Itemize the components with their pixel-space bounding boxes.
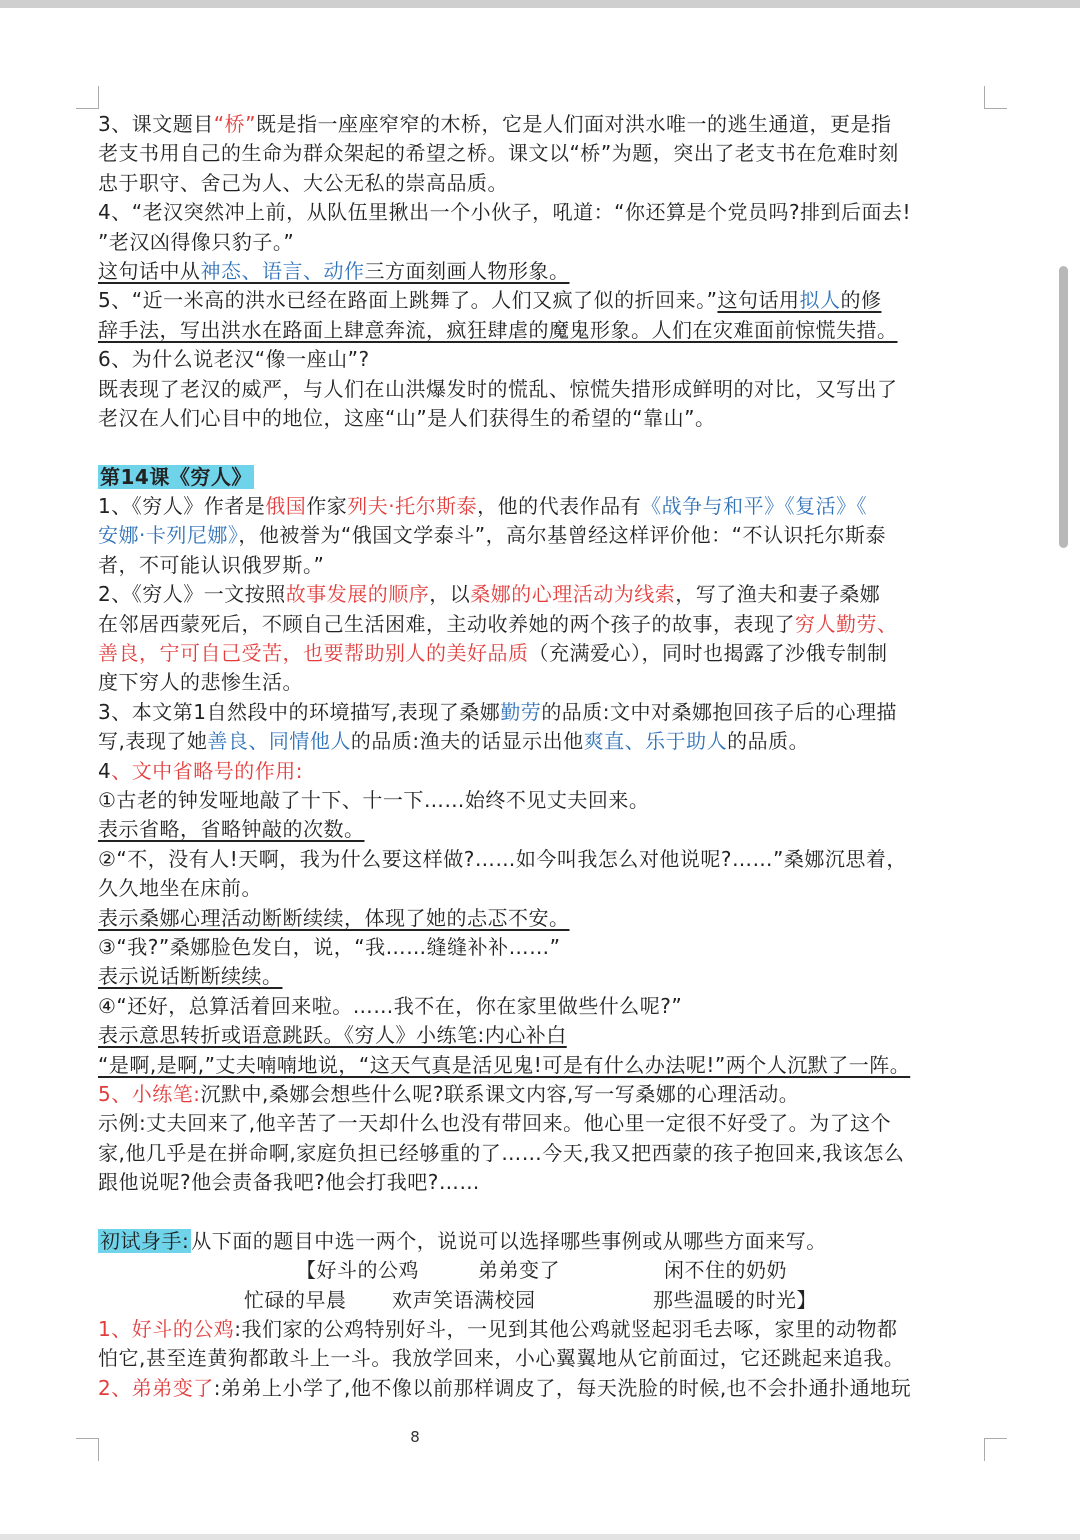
answer-underlined: 表示桑娜心理活动断断续续，体现了她的忐忑不安。 — [98, 905, 570, 930]
ellipsis-answer-3 — [98, 962, 988, 991]
bridge-item6-answer1: 既表现了老汉的威严，与人们在山洪爆发时的慌乱、惊慌失措形成鲜明的对比，又写出了 — [98, 376, 898, 401]
ellipsis-example-3: ③“我?”桑娜脸色发白，说，“我……缝缝补补……” — [98, 934, 561, 959]
key-term: 善良，宁可自己受苦，也要帮助别人的美好品质 — [98, 641, 529, 666]
topic-item: 闲不住的奶奶 — [664, 1258, 787, 1283]
poor-item3-line1 — [98, 698, 988, 727]
text: 3、本文第1自然段中的环境描写,表现了桑娜 — [98, 699, 501, 724]
bridge-item6-question: 6、为什么说老汉“像一座山”? — [98, 347, 370, 372]
work-title: 《 — [856, 494, 868, 519]
text: 既是指一座座窄窄的木桥，它是人们面对洪水唯一的逃生通道，更是指 — [255, 112, 892, 136]
text: :我们家的公鸡特别好斗，一见到其他公鸡就竖起羽毛去啄，家里的动物都 — [234, 1317, 898, 1342]
text: ，以 — [429, 582, 471, 607]
text: 的品质:文中对桑娜抱回孩子后的心理描 — [541, 699, 898, 724]
text: 3、课文题目 — [98, 112, 214, 136]
text: ，他的代表作品有 — [477, 494, 642, 519]
highlight-word: “桥” — [213, 112, 256, 136]
topic-item: 忙碌的早晨 — [244, 1287, 347, 1312]
poor-item5-example3: 跟他说呢?他会责备我吧?他会打我吧?…… — [98, 1170, 480, 1195]
poor-item2-line3 — [98, 639, 988, 668]
poor-item5-line1 — [98, 1080, 988, 1109]
key-term: 1、好斗的公鸡 — [98, 1317, 235, 1342]
poor-item2-line4: 度下穷人的悲惨生活。 — [98, 670, 303, 695]
try-example-1-cont: 怕它,甚至连黄狗都敢斗上一斗。我放学回来，小心翼翼地从它前面过，它还跳起来追我。 — [98, 1346, 905, 1371]
bridge-item3-line2: 老支书用自己的生命为群众架起的希望之桥。课文以“桥”为题，突出了老支书在危难时刻 — [98, 141, 899, 166]
poor-item1-line3: 者，不可能认识俄罗斯。” — [98, 552, 325, 577]
text: 1、《穷人》作者是 — [98, 494, 266, 519]
text: 的修 — [840, 288, 882, 313]
answer-underlined — [717, 288, 881, 312]
crop-mark-bottom-left — [76, 1438, 99, 1461]
key-term: 爽直、乐于助人 — [583, 729, 728, 754]
poor-item5-example1: 示例:丈夫回来了,他辛苦了一天却什么也没有带回来。他心里一定很不好受了。为了这个 — [98, 1111, 892, 1136]
bottom-edge — [0, 1534, 1080, 1540]
work-title: 《战争与和平》 — [641, 494, 785, 519]
ellipsis-example-2-cont: 久久地坐在床前。 — [98, 876, 262, 901]
key-terms: 神态、语言、动作 — [200, 258, 365, 283]
bridge-item4-line2: ”老汉凶得像只豹子。” — [98, 229, 295, 254]
bridge-item6-answer2: 老汉在人们心目中的地位，这座“山”是人们获得生的希望的“靠山”。 — [98, 405, 716, 430]
bridge-item5-line1 — [98, 286, 988, 315]
crop-mark-top-left — [76, 86, 99, 109]
ellipsis-quote — [98, 1051, 988, 1080]
text: 这句话中从 — [98, 258, 201, 283]
key-term: 俄国 — [265, 494, 307, 519]
key-term: 桑娜的心理活动为线索 — [470, 582, 676, 607]
try-heading — [98, 1227, 988, 1256]
topics-row-2 — [98, 1286, 988, 1315]
text: （充满爱心），同时也揭露了沙俄专制制 — [528, 641, 888, 666]
poor-item3-line2 — [98, 727, 988, 756]
ellipsis-answer-2 — [98, 904, 988, 933]
work-title: 《复活》 — [784, 494, 857, 519]
answer-underlined: 辞手法，写出洪水在路面上肆意奔流，疯狂肆虐的魔鬼形象。人们在灾难面前惊慌失措。 — [98, 317, 898, 342]
text: 作家 — [306, 494, 348, 519]
key-term: 故事发展的顺序 — [285, 582, 430, 607]
topic-item: 那些温暖的时光】 — [653, 1287, 817, 1312]
key-term: 、文中省略号的作用: — [111, 758, 303, 783]
crop-mark-bottom-right — [984, 1438, 1007, 1461]
poor-item1-line2 — [98, 521, 988, 550]
poor-item5-example2: 家,他几乎是在拼命啊,家庭负担已经够重的了……今天,我又把西蒙的孩子抱回来,我该怎么 — [98, 1140, 905, 1165]
lesson-title: 第14课《穷人》 — [100, 464, 252, 489]
key-term: 善良、同情他人 — [207, 729, 351, 754]
text: 三方面刻画人物形象。 — [364, 258, 570, 283]
text: 2、《穷人》一文按照 — [98, 582, 286, 607]
answer-underlined: 表示意思转折或语意跳跃。《穷人》小练笔:内心补白 — [98, 1023, 567, 1048]
answer-underlined: 表示说话断断续续。 — [98, 964, 283, 989]
answer-underlined — [98, 259, 570, 283]
author-name: 列夫·托尔斯泰 — [347, 494, 478, 519]
topics-row-1 — [98, 1256, 988, 1285]
poor-item1-line1 — [98, 492, 988, 521]
topic-item: 弟弟变了 — [478, 1258, 560, 1283]
text: 从下面的题目中选一两个，说说可以选择哪些事例或从哪些方面来写。 — [191, 1228, 827, 1253]
crop-mark-top-right — [984, 86, 1007, 109]
topic-item: 【好斗的公鸡 — [296, 1258, 419, 1283]
poor-item2-line2 — [98, 610, 988, 639]
spacer — [98, 433, 988, 462]
ellipsis-example-1: ①古老的钟发哑地敲了十下、十一下……始终不见丈夫回来。 — [98, 787, 650, 812]
bridge-item4-line1: 4、“老汉突然冲上前，从队伍里揪出一个小伙子，吼道：“你还算是个党员吗?排到后面去! — [98, 200, 912, 225]
key-term: 拟人 — [799, 288, 841, 313]
bridge-item5-line2 — [98, 316, 988, 345]
section-heading — [98, 463, 988, 492]
text: ，他被誉为“俄国文学泰斗”，高尔基曾经这样评价他：“不认识托尔斯泰 — [238, 523, 886, 548]
document-body — [98, 110, 988, 1403]
answer-underlined: “是啊,是啊,”丈夫喃喃地说，“这天气真是活见鬼!可是有什么办法呢!”两个人沉默了一阵。 — [98, 1052, 911, 1077]
bridge-item3-line1 — [98, 110, 988, 139]
text: :弟弟上小学了,他不像以前那样调皮了，每天洗脸的时候,也不会扑通扑通地玩 — [213, 1375, 912, 1400]
ellipsis-example-4: ④“还好，总算活着回来啦。……我不在，你在家里做些什么呢?” — [98, 993, 683, 1018]
try-label: 初试身手: — [100, 1228, 190, 1253]
text: 的品质:渔夫的话显示出他 — [350, 729, 584, 754]
ellipsis-example-2: ②“不，没有人!天啊，我为什么要这样做?……如今叫我怎么对他说呢?……”桑娜沉思着， — [98, 846, 907, 871]
key-term: 5、小练笔: — [98, 1081, 201, 1106]
answer-underlined: 表示省略，省略钟敲的次数。 — [98, 817, 365, 842]
top-edge — [0, 0, 1080, 8]
work-title: 安娜·卡列尼娜》 — [98, 523, 239, 548]
scrollbar-thumb[interactable] — [1059, 266, 1068, 548]
text: 这句话用 — [717, 288, 800, 313]
ellipsis-answer-4 — [98, 1021, 988, 1050]
spacer — [98, 1197, 988, 1226]
text: 5、“近一米高的洪水已经在路面上跳舞了。人们又疯了似的折回来。” — [98, 288, 718, 313]
page-number: 8 — [410, 1428, 420, 1446]
topic-item: 欢声笑语满校园 — [392, 1287, 536, 1312]
poor-item4-title — [98, 757, 988, 786]
key-term: 2、弟弟变了 — [98, 1375, 214, 1400]
bridge-item4-answer — [98, 257, 988, 286]
text: ，写了渔夫和妻子桑娜 — [675, 582, 881, 607]
poor-item2-line1 — [98, 580, 988, 609]
try-example-2 — [98, 1374, 988, 1403]
text: 沉默中,桑娜会想些什么呢?联系课文内容,写一写桑娜的心理活动。 — [200, 1081, 800, 1106]
bridge-item3-line3: 忠于职守、舍己为人、大公无私的崇高品质。 — [98, 170, 508, 195]
text: 的品质。 — [727, 729, 810, 754]
text: 4 — [98, 758, 112, 783]
key-term: 勤劳 — [500, 699, 542, 724]
key-term: 穷人勤劳、 — [795, 611, 898, 636]
text: 在邻居西蒙死后，不顾自己生活困难，主动收养她的两个孩子的故事，表现了 — [98, 611, 795, 636]
text: 写,表现了她 — [98, 729, 208, 754]
ellipsis-answer-1 — [98, 815, 988, 844]
try-example-1 — [98, 1315, 988, 1344]
